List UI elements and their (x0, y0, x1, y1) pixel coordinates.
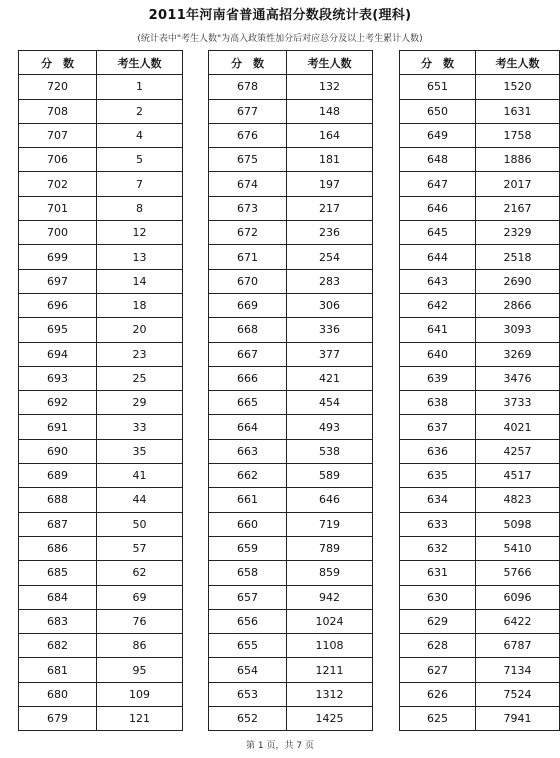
table-row (400, 634, 560, 658)
score-column-header: 分 数 (400, 51, 476, 75)
table-row (209, 536, 373, 560)
score-cell: 687 (19, 512, 97, 536)
count-cell: 50 (97, 512, 183, 536)
score-column-header: 分 数 (209, 51, 287, 75)
table-row (209, 561, 373, 585)
score-cell: 641 (400, 318, 476, 342)
score-cell: 652 (209, 707, 287, 731)
count-cell: 132 (287, 75, 373, 99)
count-cell: 3269 (475, 342, 559, 366)
table-row (19, 318, 183, 342)
score-cell: 645 (400, 221, 476, 245)
score-cell: 675 (209, 148, 287, 172)
count-cell: 1631 (475, 99, 559, 123)
table-row (19, 221, 183, 245)
table-row (19, 536, 183, 560)
table-header-row (19, 51, 183, 75)
count-cell: 646 (287, 488, 373, 512)
score-cell: 677 (209, 99, 287, 123)
table-header-row (400, 51, 560, 75)
count-cell: 421 (287, 366, 373, 390)
score-table-3 (399, 50, 560, 731)
count-cell: 86 (97, 634, 183, 658)
table-row (19, 391, 183, 415)
table-row (400, 658, 560, 682)
table-row (19, 342, 183, 366)
score-cell: 633 (400, 512, 476, 536)
count-cell: 6096 (475, 585, 559, 609)
count-cell: 2 (97, 99, 183, 123)
count-cell: 20 (97, 318, 183, 342)
score-cell: 672 (209, 221, 287, 245)
table-row (19, 682, 183, 706)
score-cell: 708 (19, 99, 97, 123)
score-cell: 651 (400, 75, 476, 99)
table-row (19, 488, 183, 512)
score-cell: 640 (400, 342, 476, 366)
score-cell: 655 (209, 634, 287, 658)
score-cell: 661 (209, 488, 287, 512)
table-row (400, 366, 560, 390)
count-cell: 377 (287, 342, 373, 366)
count-cell: 197 (287, 172, 373, 196)
count-cell: 2690 (475, 269, 559, 293)
score-table-1 (18, 50, 183, 731)
score-cell: 660 (209, 512, 287, 536)
count-cell: 1211 (287, 658, 373, 682)
count-cell: 2167 (475, 196, 559, 220)
table-row (400, 707, 560, 731)
score-cell: 690 (19, 439, 97, 463)
score-cell: 701 (19, 196, 97, 220)
score-cell: 658 (209, 561, 287, 585)
table-row (400, 536, 560, 560)
count-cell: 7524 (475, 682, 559, 706)
score-cell: 697 (19, 269, 97, 293)
score-cell: 668 (209, 318, 287, 342)
count-cell: 8 (97, 196, 183, 220)
score-cell: 657 (209, 585, 287, 609)
count-cell: 62 (97, 561, 183, 585)
count-cell: 1425 (287, 707, 373, 731)
score-cell: 649 (400, 123, 476, 147)
count-cell: 14 (97, 269, 183, 293)
score-cell: 625 (400, 707, 476, 731)
table-row (19, 148, 183, 172)
count-cell: 4517 (475, 464, 559, 488)
table-row (19, 196, 183, 220)
score-cell: 654 (209, 658, 287, 682)
table-row (209, 318, 373, 342)
score-cell: 632 (400, 536, 476, 560)
count-cell: 35 (97, 439, 183, 463)
table-row (400, 123, 560, 147)
table-row (209, 439, 373, 463)
count-cell: 1108 (287, 634, 373, 658)
table-header-row (209, 51, 373, 75)
table-row (19, 464, 183, 488)
score-cell: 685 (19, 561, 97, 585)
count-cell: 589 (287, 464, 373, 488)
count-cell: 454 (287, 391, 373, 415)
score-cell: 691 (19, 415, 97, 439)
score-cell: 630 (400, 585, 476, 609)
table-row (400, 172, 560, 196)
score-cell: 694 (19, 342, 97, 366)
table-row (400, 415, 560, 439)
count-cell: 76 (97, 609, 183, 633)
count-cell: 2329 (475, 221, 559, 245)
table-row (209, 634, 373, 658)
table-row (19, 366, 183, 390)
table-row (400, 196, 560, 220)
score-cell: 680 (19, 682, 97, 706)
count-cell: 33 (97, 415, 183, 439)
table-row (400, 512, 560, 536)
score-cell: 700 (19, 221, 97, 245)
table-row (209, 366, 373, 390)
page-title: 2011年河南省普通高招分数段统计表(理科) (148, 8, 412, 23)
score-cell: 676 (209, 123, 287, 147)
count-cell: 1520 (475, 75, 559, 99)
score-cell: 639 (400, 366, 476, 390)
count-cell: 109 (97, 682, 183, 706)
score-cell: 647 (400, 172, 476, 196)
count-cell: 7134 (475, 658, 559, 682)
score-cell: 626 (400, 682, 476, 706)
count-cell: 7 (97, 172, 183, 196)
count-cell: 69 (97, 585, 183, 609)
score-cell: 643 (400, 269, 476, 293)
page-footer: 第 1 页，共 7 页 (246, 741, 314, 751)
table-row (400, 293, 560, 317)
score-cell: 665 (209, 391, 287, 415)
count-cell: 18 (97, 293, 183, 317)
score-cell: 679 (19, 707, 97, 731)
score-cell: 682 (19, 634, 97, 658)
table-row (209, 682, 373, 706)
score-cell: 693 (19, 366, 97, 390)
table-row (209, 342, 373, 366)
table-row (400, 342, 560, 366)
table-row (400, 245, 560, 269)
score-cell: 650 (400, 99, 476, 123)
count-cell: 6422 (475, 609, 559, 633)
table-row (209, 488, 373, 512)
count-cell: 57 (97, 536, 183, 560)
table-row (209, 148, 373, 172)
table-row (209, 172, 373, 196)
table-row (19, 512, 183, 536)
table-row (400, 682, 560, 706)
score-cell: 683 (19, 609, 97, 633)
count-cell: 306 (287, 293, 373, 317)
page-subtitle: (统计表中"考生人数"为高入政策性加分后对应总分及以上考生累计人数) (137, 34, 423, 44)
count-cell: 5766 (475, 561, 559, 585)
score-cell: 695 (19, 318, 97, 342)
score-cell: 664 (209, 415, 287, 439)
table-row (209, 658, 373, 682)
count-cell: 283 (287, 269, 373, 293)
table-row (209, 707, 373, 731)
table-row (400, 318, 560, 342)
count-cell: 95 (97, 658, 183, 682)
score-cell: 636 (400, 439, 476, 463)
table-row (209, 75, 373, 99)
score-cell: 707 (19, 123, 97, 147)
count-cell: 4021 (475, 415, 559, 439)
score-cell: 669 (209, 293, 287, 317)
score-cell: 666 (209, 366, 287, 390)
score-cell: 671 (209, 245, 287, 269)
score-table-2 (208, 50, 373, 731)
count-cell: 1758 (475, 123, 559, 147)
table-row (19, 561, 183, 585)
count-cell: 44 (97, 488, 183, 512)
count-cell: 236 (287, 221, 373, 245)
score-cell: 627 (400, 658, 476, 682)
score-cell: 689 (19, 464, 97, 488)
count-cell: 5 (97, 148, 183, 172)
table-row (209, 196, 373, 220)
table-row (400, 269, 560, 293)
count-cell: 29 (97, 391, 183, 415)
table-row (19, 75, 183, 99)
score-cell: 628 (400, 634, 476, 658)
table-row (209, 245, 373, 269)
table-row (209, 293, 373, 317)
score-cell: 629 (400, 609, 476, 633)
score-cell: 648 (400, 148, 476, 172)
count-cell: 4257 (475, 439, 559, 463)
table-row (19, 585, 183, 609)
count-cell: 121 (97, 707, 183, 731)
score-cell: 692 (19, 391, 97, 415)
score-cell: 663 (209, 439, 287, 463)
count-cell: 6787 (475, 634, 559, 658)
table-row (400, 609, 560, 633)
table-row (19, 269, 183, 293)
table-row (209, 415, 373, 439)
table-row (400, 464, 560, 488)
count-cell: 2866 (475, 293, 559, 317)
score-cell: 678 (209, 75, 287, 99)
count-cell: 7941 (475, 707, 559, 731)
score-cell: 702 (19, 172, 97, 196)
score-cell: 696 (19, 293, 97, 317)
table-row (19, 245, 183, 269)
count-cell: 13 (97, 245, 183, 269)
count-cell: 789 (287, 536, 373, 560)
score-cell: 644 (400, 245, 476, 269)
count-cell: 5410 (475, 536, 559, 560)
score-cell: 670 (209, 269, 287, 293)
table-row (400, 439, 560, 463)
count-cell: 41 (97, 464, 183, 488)
count-cell: 1312 (287, 682, 373, 706)
count-cell: 538 (287, 439, 373, 463)
score-cell: 684 (19, 585, 97, 609)
table-row (19, 293, 183, 317)
score-cell: 674 (209, 172, 287, 196)
score-cell: 681 (19, 658, 97, 682)
table-row (209, 99, 373, 123)
count-cell: 254 (287, 245, 373, 269)
score-cell: 653 (209, 682, 287, 706)
table-row (19, 123, 183, 147)
count-cell: 1 (97, 75, 183, 99)
score-column-header: 分 数 (19, 51, 97, 75)
table-row (400, 488, 560, 512)
score-cell: 659 (209, 536, 287, 560)
table-row (209, 123, 373, 147)
score-cell: 656 (209, 609, 287, 633)
score-cell: 646 (400, 196, 476, 220)
table-row (400, 221, 560, 245)
table-row (400, 75, 560, 99)
table-row (19, 99, 183, 123)
count-cell: 12 (97, 221, 183, 245)
score-cell: 638 (400, 391, 476, 415)
count-cell: 181 (287, 148, 373, 172)
table-row (400, 148, 560, 172)
count-cell: 4 (97, 123, 183, 147)
table-row (400, 585, 560, 609)
table-row (209, 609, 373, 633)
score-cell: 642 (400, 293, 476, 317)
score-cell: 686 (19, 536, 97, 560)
table-row (209, 585, 373, 609)
count-cell: 3093 (475, 318, 559, 342)
score-cell: 631 (400, 561, 476, 585)
count-cell: 5098 (475, 512, 559, 536)
count-cell: 719 (287, 512, 373, 536)
table-row (19, 707, 183, 731)
count-cell: 3733 (475, 391, 559, 415)
table-row (400, 561, 560, 585)
count-cell: 164 (287, 123, 373, 147)
score-cell: 635 (400, 464, 476, 488)
table-row (19, 172, 183, 196)
table-row (19, 634, 183, 658)
table-row (19, 658, 183, 682)
score-cell: 634 (400, 488, 476, 512)
count-cell: 23 (97, 342, 183, 366)
score-cell: 720 (19, 75, 97, 99)
count-cell: 859 (287, 561, 373, 585)
count-cell: 1886 (475, 148, 559, 172)
count-column-header: 考生人数 (97, 51, 183, 75)
table-row (19, 439, 183, 463)
count-cell: 493 (287, 415, 373, 439)
count-cell: 336 (287, 318, 373, 342)
count-cell: 25 (97, 366, 183, 390)
count-cell: 4823 (475, 488, 559, 512)
count-cell: 2518 (475, 245, 559, 269)
score-cell: 673 (209, 196, 287, 220)
score-cell: 699 (19, 245, 97, 269)
count-cell: 3476 (475, 366, 559, 390)
table-row (209, 269, 373, 293)
table-row (209, 391, 373, 415)
count-cell: 942 (287, 585, 373, 609)
count-column-header: 考生人数 (287, 51, 373, 75)
count-cell: 1024 (287, 609, 373, 633)
table-row (209, 221, 373, 245)
table-row (209, 464, 373, 488)
table-row (209, 512, 373, 536)
score-cell: 667 (209, 342, 287, 366)
score-cell: 662 (209, 464, 287, 488)
table-row (19, 415, 183, 439)
table-row (400, 99, 560, 123)
table-row (400, 391, 560, 415)
score-cell: 688 (19, 488, 97, 512)
table-row (19, 609, 183, 633)
count-column-header: 考生人数 (475, 51, 559, 75)
count-cell: 217 (287, 196, 373, 220)
count-cell: 2017 (475, 172, 559, 196)
score-cell: 706 (19, 148, 97, 172)
score-cell: 637 (400, 415, 476, 439)
count-cell: 148 (287, 99, 373, 123)
